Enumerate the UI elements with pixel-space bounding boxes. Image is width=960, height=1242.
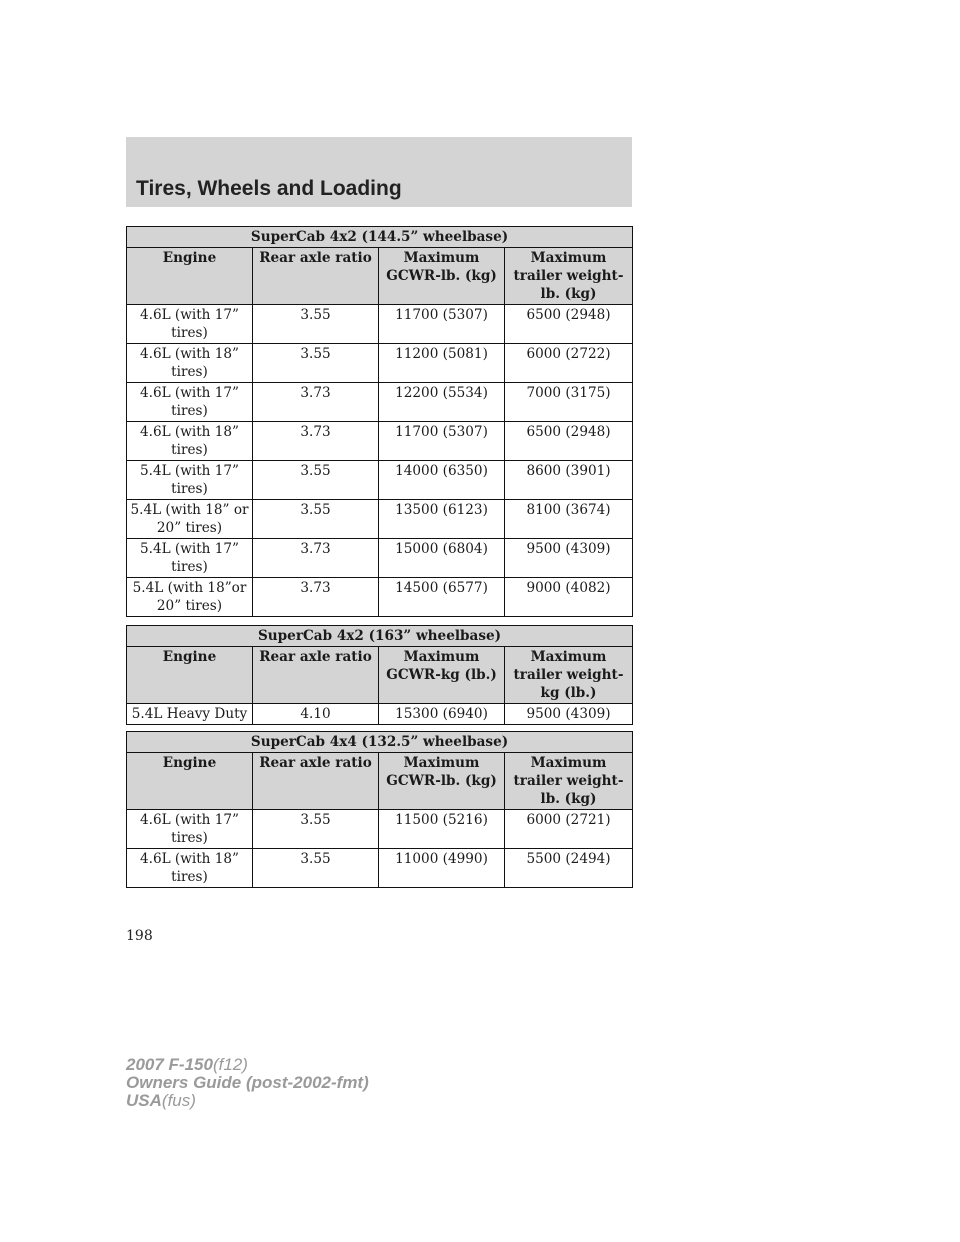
- table-cell: 5.4L (with 18” or 20” tires): [127, 500, 253, 539]
- table-cell: 5.4L (with 17” tires): [127, 539, 253, 578]
- table-cell: 3.55: [253, 461, 379, 500]
- table-cell: 11700 (5307): [379, 422, 505, 461]
- table-cell: 3.55: [253, 849, 379, 888]
- table-cell: 9500 (4309): [505, 704, 633, 725]
- table-row: [127, 344, 633, 383]
- towing-table-supercab-4x2-163: [126, 625, 633, 725]
- section-title: Tires, Wheels and Loading: [136, 177, 402, 200]
- column-header: Rear axle ratio: [253, 647, 379, 704]
- table-cell: 11200 (5081): [379, 344, 505, 383]
- footer-market: USA: [126, 1091, 162, 1110]
- column-header: Engine: [127, 753, 253, 810]
- table-cell: 8100 (3674): [505, 500, 633, 539]
- table-cell: 5.4L Heavy Duty: [127, 704, 253, 725]
- table-cell: 4.6L (with 18” tires): [127, 849, 253, 888]
- table-cell: 3.73: [253, 578, 379, 617]
- column-header: Rear axle ratio: [253, 753, 379, 810]
- footer-guide: Owners Guide (post-2002-fmt): [126, 1073, 369, 1092]
- table-cell: 3.55: [253, 810, 379, 849]
- document-footer: [126, 1056, 369, 1110]
- table-caption: SuperCab 4x2 (144.5” wheelbase): [127, 227, 633, 248]
- table-row: [127, 810, 633, 849]
- table-cell: 15000 (6804): [379, 539, 505, 578]
- column-header: Maximum trailer weight-lb. (kg): [505, 248, 633, 305]
- table-cell: 9500 (4309): [505, 539, 633, 578]
- column-header: Engine: [127, 248, 253, 305]
- table-cell: 7000 (3175): [505, 383, 633, 422]
- table-cell: 3.73: [253, 539, 379, 578]
- table-row: [127, 704, 633, 725]
- page-number: 198: [126, 928, 153, 944]
- table-cell: 9000 (4082): [505, 578, 633, 617]
- column-header: Maximum trailer weight-lb. (kg): [505, 753, 633, 810]
- table-cell: 3.55: [253, 500, 379, 539]
- table-cell: 4.6L (with 17” tires): [127, 810, 253, 849]
- footer-line-model: [126, 1056, 369, 1074]
- towing-table-supercab-4x2-144: [126, 226, 633, 617]
- table-cell: 4.6L (with 17” tires): [127, 383, 253, 422]
- table-cell: 5.4L (with 18”or 20” tires): [127, 578, 253, 617]
- table-cell: 4.6L (with 18” tires): [127, 422, 253, 461]
- table-row: [127, 383, 633, 422]
- table-cell: 4.10: [253, 704, 379, 725]
- table-cell: 3.73: [253, 422, 379, 461]
- table-row: [127, 539, 633, 578]
- column-header: Rear axle ratio: [253, 248, 379, 305]
- table-row: [127, 578, 633, 617]
- column-header: Engine: [127, 647, 253, 704]
- table-row: [127, 500, 633, 539]
- towing-table-supercab-4x4-132: [126, 731, 633, 888]
- table-cell: 8600 (3901): [505, 461, 633, 500]
- table-caption: SuperCab 4x2 (163” wheelbase): [127, 626, 633, 647]
- table-cell: 14500 (6577): [379, 578, 505, 617]
- table-cell: 5500 (2494): [505, 849, 633, 888]
- table-row: [127, 422, 633, 461]
- table-cell: 11500 (5216): [379, 810, 505, 849]
- footer-market-code: (fus): [161, 1091, 196, 1110]
- column-header: Maximum GCWR-lb. (kg): [379, 248, 505, 305]
- table-row: [127, 849, 633, 888]
- table-cell: 3.55: [253, 305, 379, 344]
- table-caption: SuperCab 4x4 (132.5” wheelbase): [127, 732, 633, 753]
- table-cell: 4.6L (with 17” tires): [127, 305, 253, 344]
- table-cell: 6000 (2722): [505, 344, 633, 383]
- footer-model: 2007 F-150: [126, 1055, 213, 1074]
- column-header: Maximum GCWR-lb. (kg): [379, 753, 505, 810]
- table-row: [127, 461, 633, 500]
- table-cell: 3.73: [253, 383, 379, 422]
- table-cell: 11000 (4990): [379, 849, 505, 888]
- table-cell: 6000 (2721): [505, 810, 633, 849]
- table-cell: 6500 (2948): [505, 422, 633, 461]
- footer-line-guide: [126, 1074, 369, 1092]
- table-cell: 4.6L (with 18” tires): [127, 344, 253, 383]
- table-cell: 5.4L (with 17” tires): [127, 461, 253, 500]
- table-cell: 11700 (5307): [379, 305, 505, 344]
- table-cell: 14000 (6350): [379, 461, 505, 500]
- table-cell: 12200 (5534): [379, 383, 505, 422]
- column-header: Maximum trailer weight-kg (lb.): [505, 647, 633, 704]
- footer-line-market: [126, 1092, 369, 1110]
- footer-model-code: (f12): [212, 1055, 248, 1074]
- table-row: [127, 305, 633, 344]
- table-cell: 13500 (6123): [379, 500, 505, 539]
- table-cell: 6500 (2948): [505, 305, 633, 344]
- table-cell: 15300 (6940): [379, 704, 505, 725]
- table-cell: 3.55: [253, 344, 379, 383]
- column-header: Maximum GCWR-kg (lb.): [379, 647, 505, 704]
